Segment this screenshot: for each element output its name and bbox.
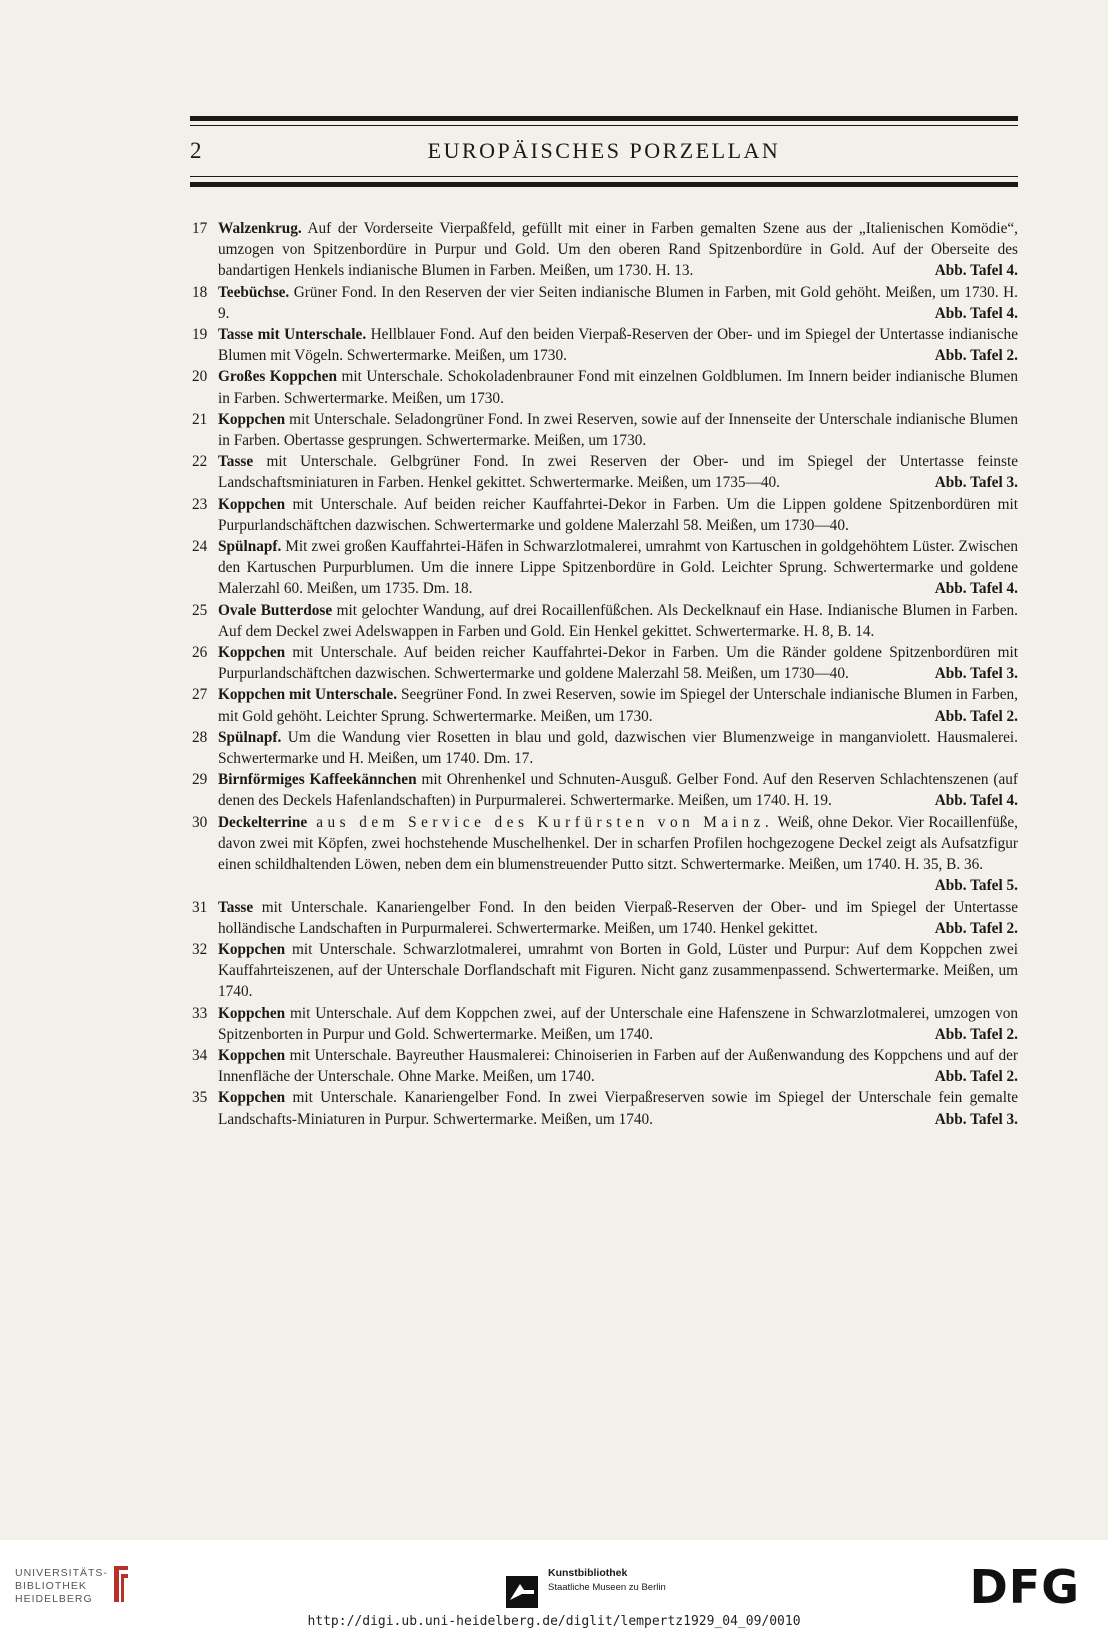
- entry-description: mit gelochter Wandung, auf drei Rocaillenfüßchen. Als Deckelknauf ein Hase. Indianische Blumen in Farben. Auf dem Deckel zwei Adelswappen in Farben und Gold. Ein Henkel gekittet. Schwertermarke. H. 8, B. 14.: [218, 601, 1018, 640]
- entry-number: 24: [192, 538, 208, 556]
- entry-number: 20: [192, 368, 208, 386]
- catalog-entry: [190, 1087, 1018, 1129]
- catalog-entry: [190, 684, 1018, 726]
- entry-plate-reference: Abb. Tafel 4.: [934, 262, 1018, 280]
- entry-plate-reference: Abb. Tafel 3.: [934, 474, 1018, 492]
- entry-number: 27: [192, 686, 208, 704]
- header-rule-bottom-thin: [190, 176, 1018, 177]
- entry-title: Birnförmiges Kaffeekännchen: [218, 771, 417, 789]
- entry-plate-reference: Abb. Tafel 3.: [934, 665, 1018, 683]
- catalog-entry: [190, 642, 1018, 684]
- catalog-entry: [190, 494, 1018, 536]
- entry-number: 32: [192, 940, 208, 958]
- entry-description: mit Unterschale. Schwarzlotmalerei, umrahmt von Borten in Gold, Lüster und Purpur: Auf dem Koppchen zwei Kauffahrteiszenen, auf der Unterschale Dorflandschaft mit Figuren. Nicht ganz zusammenpassend. Schwertermarke. Meißen, um 1740.: [218, 940, 1018, 1001]
- entry-title: Koppchen: [218, 1046, 286, 1064]
- entry-number: 29: [192, 771, 208, 789]
- entry-title: Deckelterrine: [218, 813, 308, 831]
- source-url[interactable]: http://digi.ub.uni-heidelberg.de/diglit/lempertz1929_04_09/0010: [307, 1614, 801, 1629]
- entry-title: Koppchen: [218, 495, 286, 513]
- catalog-entry: [190, 1045, 1018, 1087]
- entry-description: mit Unterschale. Seladongrüner Fond. In zwei Reserven, sowie auf der Innenseite der Unterschale indianische Blumen in Farben. Obertasse gesprungen. Schwertermarke. Meißen, um 1730.: [218, 410, 1018, 450]
- entry-plate-reference: Abb. Tafel 2.: [934, 1025, 1018, 1043]
- entry-number: 26: [192, 644, 208, 662]
- entry-description: Mit zwei großen Kauffahrtei-Häfen in Schwarzlotmalerei, umrahmt von Kartuschen in goldgehöhtem Lüster. Zwischen den Kartuschen Purpurblumen. Um die innere Lippe Spitzenbordüre in Gold. Leichter Sprung. Schwertermarke und goldene Malerzahl 60. Meißen, um 1735. Dm. 18.: [218, 538, 1018, 598]
- entry-number: 31: [192, 898, 208, 916]
- entry-plate-reference: Abb. Tafel 5.: [934, 877, 1018, 895]
- entry-description: Seegrüner Fond. In zwei Reserven, sowie im Spiegel der Unterschale indianische Blumen in Farben, mit Gold gehöht. Leichter Sprung. Schwertermarke. Meißen, um 1730.: [218, 686, 1018, 725]
- entry-number: 30: [192, 813, 208, 831]
- entry-plate-reference: Abb. Tafel 4.: [934, 792, 1018, 810]
- catalog-entry: [190, 769, 1018, 811]
- entry-title: Tasse: [218, 898, 254, 916]
- header-rule-top-thin: [190, 125, 1018, 126]
- ub-line-3: HEIDELBERG: [15, 1593, 93, 1605]
- entry-description: Weiß, ohne Dekor. Vier Rocaillenfüße, davon zwei mit Köpfen, zwei hochstehende Muschelhenkel. Der in scharfen Profilen hochgezogene Deckel zeigt als Aufsatzfigur einen schildhaltenden Löwen, neben dem ein blumenstreuender Putto sitzt. Schwertermarke. Meißen, um 1740. H. 35, B. 36.: [218, 813, 1018, 874]
- running-title: EUROPÄISCHES PORZELLAN: [427, 138, 781, 163]
- entry-description: mit Ohrenhenkel und Schnuten-Ausguß. Gelber Fond. Auf den Reserven Schlachtenszenen (auf denen des Deckels Hafenlandschaften) in Purpurmalerei. Schwertermarke. Meißen, um 1740. H. 19.: [218, 771, 1018, 810]
- catalog-entry: [190, 536, 1018, 600]
- entry-description: Um die Wandung vier Rosetten in blau und gold, dazwischen vier Blumenzweige in manganviolett. Hausmalerei. Schwertermarke und H. Meißen, um 1740. Dm. 17.: [218, 728, 1018, 768]
- heidelberg-library-logo[interactable]: [15, 1567, 108, 1606]
- entry-title: Großes Koppchen: [218, 368, 337, 386]
- catalog-entry: [190, 451, 1018, 493]
- entry-number: 35: [192, 1089, 208, 1107]
- entry-number: 17: [192, 220, 208, 237]
- entry-title: Walzenkrug.: [218, 220, 302, 237]
- entry-number: 34: [192, 1046, 208, 1064]
- entry-title: Koppchen: [218, 644, 286, 662]
- entry-title: Tasse mit Unterschale.: [218, 326, 367, 344]
- entry-description: Auf der Vorderseite Vierpaßfeld, gefüllt mit einer in Farben gemalten Szene aus der „Italienischen Komödie“, umzogen von Spitzenbordüre in Purpur und Gold. Um den oberen Rand Spitzenbordüre in Gold. Auf der Oberseite des bandartigen Henkels indianische Blumen in Farben. Meißen, um 1730. H. 13.: [218, 220, 1018, 280]
- catalog-entries: [190, 218, 1018, 1130]
- catalog-entry: [190, 282, 1018, 324]
- header-rule-top: [190, 116, 1018, 121]
- entry-plate-reference: Abb. Tafel 4.: [934, 580, 1018, 598]
- entry-title: Ovale Butterdose: [218, 601, 333, 619]
- catalog-entry: [190, 1003, 1018, 1045]
- entry-description: mit Unterschale. Bayreuther Hausmalerei: Chinoiserien in Farben auf der Außenwandung des Koppchens und auf der Innenfläche der Unterschale. Ohne Marke. Meißen, um 1740.: [218, 1046, 1018, 1086]
- entry-number: 19: [192, 326, 208, 344]
- entry-title: Koppchen: [218, 1089, 286, 1107]
- entry-title: Koppchen mit Unterschale.: [218, 686, 398, 704]
- kunstbibliothek-subtitle: Staatliche Museen zu Berlin: [548, 1582, 666, 1593]
- catalog-entry: [190, 812, 1018, 897]
- entry-plate-reference: Abb. Tafel 2.: [934, 1068, 1018, 1086]
- entry-number: 22: [192, 453, 208, 471]
- catalog-entry: [190, 366, 1018, 408]
- ub-line-1: UNIVERSITÄTS-: [15, 1567, 108, 1579]
- entry-plate-reference: Abb. Tafel 3.: [934, 1110, 1018, 1128]
- entry-description: mit Unterschale. Kanariengelber Fond. In zwei Vierpaßreserven sowie im Spiegel der Unterschale fein gemalte Landschafts-Miniaturen in Purpur. Schwertermarke. Meißen, um 1740.: [218, 1089, 1018, 1128]
- entry-description: Grüner Fond. In den Reserven der vier Seiten indianische Blumen in Farben, mit Gold gehöht. Meißen, um 1730. H. 9.: [218, 283, 1018, 322]
- catalog-entry: [190, 939, 1018, 1003]
- entry-number: 25: [192, 601, 208, 619]
- catalog-entry: [190, 324, 1018, 366]
- catalog-entry: [190, 897, 1018, 939]
- entry-title: Teebüchse.: [218, 283, 290, 301]
- footer: [0, 1540, 1108, 1637]
- entry-title: Koppchen: [218, 410, 286, 428]
- entry-plate-reference: Abb. Tafel 2.: [934, 347, 1018, 365]
- page-header: [190, 138, 1018, 170]
- entry-title: Koppchen: [218, 940, 286, 958]
- ub-line-2: BIBLIOTHEK: [15, 1580, 87, 1592]
- ub-emblem-icon: [110, 1562, 132, 1606]
- kunstbibliothek-icon: [506, 1576, 538, 1608]
- entry-plate-reference: Abb. Tafel 2.: [934, 919, 1018, 937]
- entry-number: 18: [192, 283, 208, 301]
- kunstbibliothek-name: Kunstbibliothek: [548, 1567, 628, 1579]
- entry-number: 33: [192, 1004, 208, 1022]
- catalog-entry: [190, 600, 1018, 642]
- entry-description: mit Unterschale. Gelbgrüner Fond. In zwei Reserven der Ober- und im Spiegel der Untertasse feinste Landschaftsminiaturen in Farben. Henkel gekittet. Schwertermarke. Meißen, um 1735—40.: [218, 453, 1018, 492]
- entry-plate-reference: Abb. Tafel 2.: [934, 707, 1018, 725]
- entry-description: mit Unterschale. Kanariengelber Fond. In den beiden Vierpaß-Reserven der Ober- und im Spiegel der Untertasse holländische Landschaften in Purpurmalerei. Schwertermarke. Meißen, um 1740. Henkel gekittet.: [218, 898, 1018, 937]
- entry-description: mit Unterschale. Schokoladenbrauner Fond mit einzelnen Goldblumen. Im Innern beider indianische Blumen in Farben. Schwertermarke. Meißen, um 1730.: [218, 368, 1018, 407]
- entry-description: Hellblauer Fond. Auf den beiden Vierpaß-Reserven der Ober- und im Spiegel der Untertasse indianische Blumen mit Vögeln. Schwertermarke. Meißen, um 1730.: [218, 326, 1018, 365]
- entry-number: 28: [192, 728, 208, 746]
- page-number: 2: [190, 138, 202, 163]
- catalog-entry: [190, 727, 1018, 769]
- entry-provenance: aus dem Service des Kurfürsten von Mainz.: [307, 813, 774, 831]
- entry-plate-reference: Abb. Tafel 4.: [934, 304, 1018, 322]
- catalog-entry: [190, 218, 1018, 282]
- entry-description: mit Unterschale. Auf beiden reicher Kauffahrtei-Dekor in Farben. Um die Ränder goldene Spitzenbordüren mit Purpurlandschäftchen dazwischen. Schwertermarke und goldene Malerzahl 58. Meißen, um 1730—40.: [218, 644, 1018, 683]
- dfg-logo[interactable]: DFG: [969, 1560, 1080, 1614]
- entry-number: 23: [192, 495, 208, 513]
- entry-title: Spülnapf.: [218, 728, 282, 746]
- catalog-entry: [190, 409, 1018, 451]
- header-rule-bottom: [190, 182, 1018, 187]
- entry-number: 21: [192, 410, 208, 428]
- entry-title: Spülnapf.: [218, 538, 282, 556]
- entry-description: mit Unterschale. Auf beiden reicher Kauffahrtei-Dekor in Farben. Um die Lippen goldene Spitzenbordüren mit Purpurlandschäftchen dazwischen. Schwertermarke und goldene Malerzahl 58. Meißen, um 1730—40.: [218, 495, 1018, 534]
- entry-title: Tasse: [218, 453, 254, 471]
- entry-description: mit Unterschale. Auf dem Koppchen zwei, auf der Unterschale eine Hafenszene in Schwarzlotmalerei, umzogen von Spitzenborten in Purpur und Gold. Schwertermarke. Meißen, um 1740.: [218, 1004, 1018, 1043]
- entry-title: Koppchen: [218, 1004, 286, 1022]
